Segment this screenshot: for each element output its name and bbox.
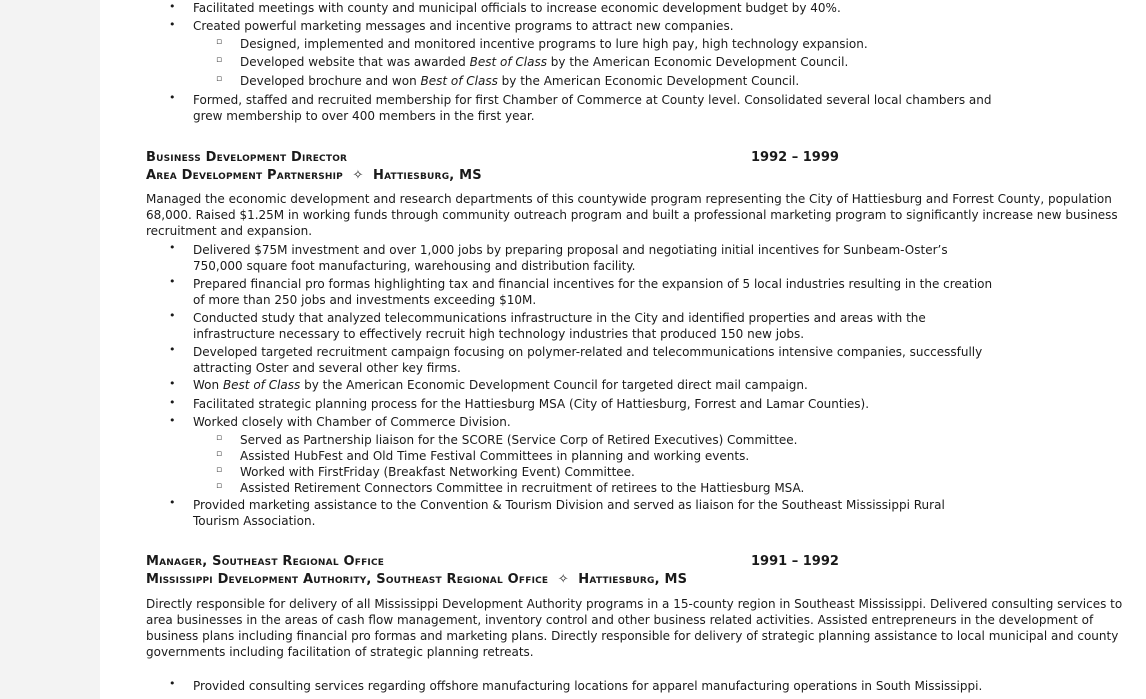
bullet-text: Prepared financial pro formas highlighting tax and financial incentives for the expansion of 5 local industries resulting in the creation of more than 250 jobs and investments exceeding $10M. <box>193 277 993 307</box>
bullet-text: Delivered $75M investment and over 1,000 jobs by preparing proposal and negotiating initial incentives for Sunbeam-Oster’s 750,000 square foot manufacturing, warehousing and distribution facility. <box>193 243 948 273</box>
bullet-text: Provided marketing assistance to the Convention & Tourism Division and served as liaison for the Southeast Mississippi Rural Tourism Association. <box>193 498 945 528</box>
page-margin-shade <box>0 0 100 699</box>
bullet-text: Worked closely with Chamber of Commerce Division. <box>193 415 511 429</box>
bullet-icon: • <box>169 396 176 409</box>
job-title: Business Development Director <box>146 150 348 165</box>
square-bullet-icon: ▫ <box>216 449 223 459</box>
bullet-icon: • <box>169 241 176 254</box>
bullet-text: Facilitated strategic planning process for the Hattiesburg MSA (City of Hattiesburg, Forrest and Lamar Counties). <box>193 397 870 411</box>
square-bullet-icon: ▫ <box>216 465 223 475</box>
job-summary: Directly responsible for delivery of all Mississippi Development Authority programs in a 15-county region in Southeast Mississippi. Delivered consulting services to area businesses in the areas of cash flow management, inventory control and other business related activities. Assisted entrepreneurs in the development of business plans including financial pro formas and marketing plans. Directly responsible for delivery of strategic planning assistance to local municipal and county governments including facilitation of strategic planning retreats. <box>146 597 1123 659</box>
bullet-icon: • <box>169 275 176 288</box>
square-bullet-icon: ▫ <box>216 55 223 65</box>
bullet-text: Worked with FirstFriday (Breakfast Networking Event) Committee. <box>240 465 635 479</box>
employer-line: Mississippi Development Authority, Southeast Regional Office ✧ Hattiesburg, MS <box>146 572 688 587</box>
bullet-text: Provided consulting services regarding offshore manufacturing locations for apparel manufacturing operations in South Mississippi. <box>193 679 983 693</box>
bullet-icon: • <box>169 343 176 356</box>
bullet-icon: • <box>169 414 176 427</box>
job-dates: 1992 – 1999 <box>751 150 839 165</box>
bullet-text: Conducted study that analyzed telecommunications infrastructure in the City and identified properties and areas with the infrastructure necessary to effectively recruit high technology industries that produced 150 new jobs. <box>193 311 926 341</box>
bullet-text: Designed, implemented and monitored incentive programs to lure high pay, high technology expansion. <box>240 37 868 51</box>
bullet-text: Developed website that was awarded Best of Class by the American Economic Development Council. <box>240 55 849 69</box>
diamond-separator-icon: ✧ <box>557 572 569 587</box>
job-summary: Managed the economic development and research departments of this countywide program representing the City of Hattiesburg and Forrest County, population 68,000. Raised $1.25M in working funds through community outreach program and built a professional marketing program to significantly increase new business recruitment and expansion. <box>146 192 1118 238</box>
square-bullet-icon: ▫ <box>216 74 223 84</box>
bullet-icon: • <box>169 377 176 390</box>
bullet-icon: • <box>169 677 176 690</box>
bullet-text: Formed, staffed and recruited membership for first Chamber of Commerce at County level. Consolidated several local chambers and grew membership to over 400 members in the first year. <box>193 93 992 123</box>
bullet-icon: • <box>169 496 176 509</box>
diamond-separator-icon: ✧ <box>352 168 364 183</box>
bullet-icon: • <box>169 18 176 31</box>
square-bullet-icon: ▫ <box>216 481 223 491</box>
bullet-text: Created powerful marketing messages and incentive programs to attract new companies. <box>193 19 734 33</box>
bullet-icon: • <box>169 0 176 13</box>
bullet-text: Developed brochure and won Best of Class by the American Economic Development Council. <box>240 74 800 88</box>
employer-line: Area Development Partnership ✧ Hattiesburg, MS <box>146 168 482 183</box>
bullet-icon: • <box>169 309 176 322</box>
bullet-text: Assisted HubFest and Old Time Festival Committees in planning and working events. <box>240 449 750 463</box>
square-bullet-icon: ▫ <box>216 37 223 47</box>
bullet-text: Served as Partnership liaison for the SCORE (Service Corp of Retired Executives) Committee. <box>240 433 798 447</box>
resume-page <box>146 0 1123 699</box>
bullet-text: Developed targeted recruitment campaign focusing on polymer-related and telecommunications intensive companies, successfully attracting Oster and several other key firms. <box>193 345 983 375</box>
job-title: Manager, Southeast Regional Office <box>146 554 385 569</box>
bullet-text: Facilitated meetings with county and municipal officials to increase economic development budget by 40%. <box>193 1 841 15</box>
bullet-icon: • <box>169 91 176 104</box>
bullet-text: Won Best of Class by the American Economic Development Council for targeted direct mail campaign. <box>193 378 808 392</box>
square-bullet-icon: ▫ <box>216 433 223 443</box>
job-dates: 1991 – 1992 <box>751 554 839 569</box>
bullet-text: Assisted Retirement Connectors Committee in recruitment of retirees to the Hattiesburg MSA. <box>240 481 805 495</box>
